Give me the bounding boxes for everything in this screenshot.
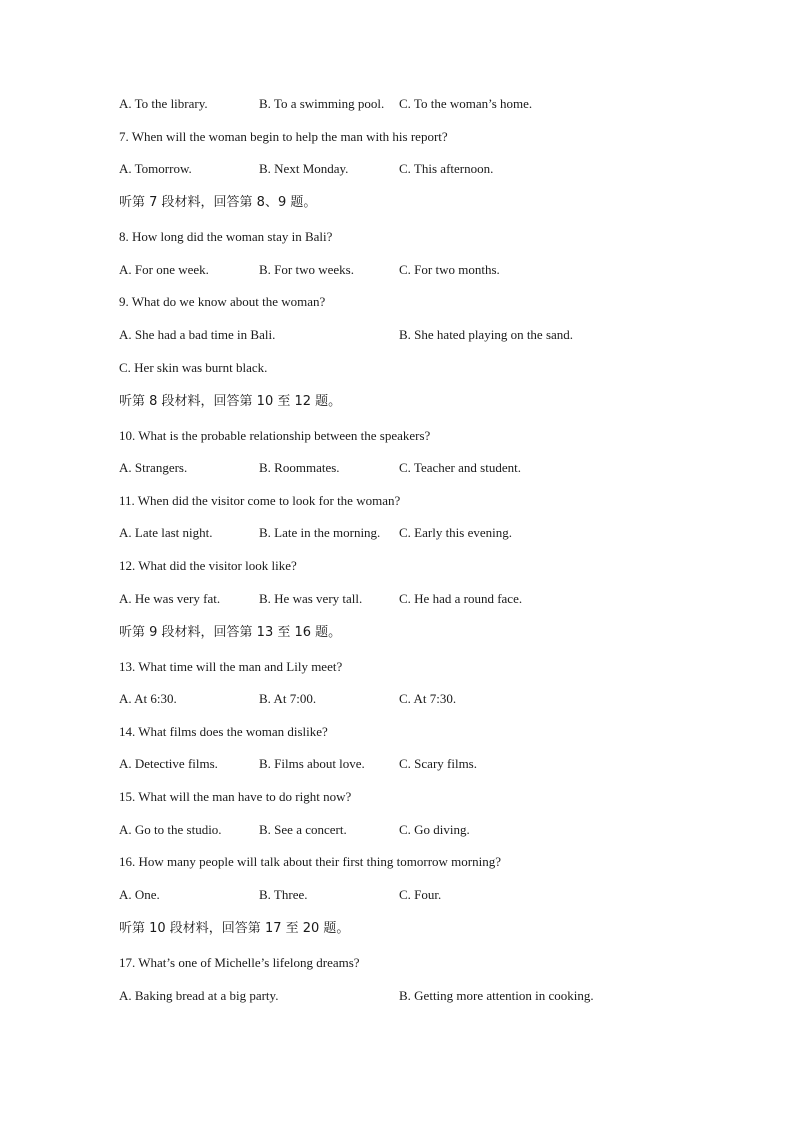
question-12: 12. What did the visitor look like? [119,558,297,573]
option-b: B. She hated playing on the sand. [399,327,574,342]
option-a: A. Tomorrow. [119,161,192,176]
section-heading: 听第 10 段材料，回答第 17 至 20 题。 [119,921,350,936]
option-b: B. To a swimming pool. [259,96,385,111]
option-b: B. Films about love. [259,756,365,771]
option-b: B. At 7:00. [259,691,317,706]
option-c: C. Scary films. [399,756,477,771]
option-a: A. One. [119,887,160,902]
section-heading: 听第 7 段材料，回答第 8、9 题。 [119,195,317,210]
option-b: B. For two weeks. [259,262,354,277]
option-c: C. For two months. [399,262,500,277]
option-b: B. See a concert. [259,822,347,837]
question-9: 9. What do we know about the woman? [119,294,326,309]
option-a: A. At 6:30. [119,691,177,706]
question-14: 14. What films does the woman dislike? [119,724,328,739]
option-c: C. Four. [399,887,442,902]
option-b: B. Roommates. [259,460,340,475]
option-b: B. Three. [259,887,308,902]
option-a: A. Baking bread at a big party. [119,988,279,1003]
option-c: C. To the woman’s home. [399,96,533,111]
option-b: B. Late in the morning. [259,525,381,540]
option-c: C. At 7:30. [399,691,457,706]
option-a: A. Go to the studio. [119,822,222,837]
option-c: C. Teacher and student. [399,460,521,475]
option-a: A. Late last night. [119,525,213,540]
question-17: 17. What’s one of Michelle’s lifelong dreams? [119,955,360,970]
option-b: B. Next Monday. [259,161,349,176]
option-b: B. He was very tall. [259,591,363,606]
option-c-line: C. Her skin was burnt black. [119,360,268,375]
option-a: A. She had a bad time in Bali. [119,327,276,342]
question-16: 16. How many people will talk about their first thing tomorrow morning? [119,854,501,869]
section-heading: 听第 9 段材料，回答第 13 至 16 题。 [119,625,342,640]
option-c: C. He had a round face. [399,591,523,606]
section-heading: 听第 8 段材料，回答第 10 至 12 题。 [119,394,342,409]
option-a: A. He was very fat. [119,591,221,606]
question-15: 15. What will the man have to do right now? [119,789,352,804]
option-c: C. Go diving. [399,822,470,837]
question-13: 13. What time will the man and Lily meet? [119,659,343,674]
question-8: 8. How long did the woman stay in Bali? [119,229,333,244]
option-a: A. For one week. [119,262,209,277]
option-a: A. Strangers. [119,460,188,475]
question-7: 7. When will the woman begin to help the man with his report? [119,129,448,144]
option-b: B. Getting more attention in cooking. [399,988,594,1003]
option-c: C. Early this evening. [399,525,513,540]
option-c: C. This afternoon. [399,161,494,176]
question-10: 10. What is the probable relationship between the speakers? [119,428,431,443]
option-a: A. Detective films. [119,756,218,771]
question-11: 11. When did the visitor come to look for the woman? [119,493,401,508]
option-a: A. To the library. [119,96,208,111]
